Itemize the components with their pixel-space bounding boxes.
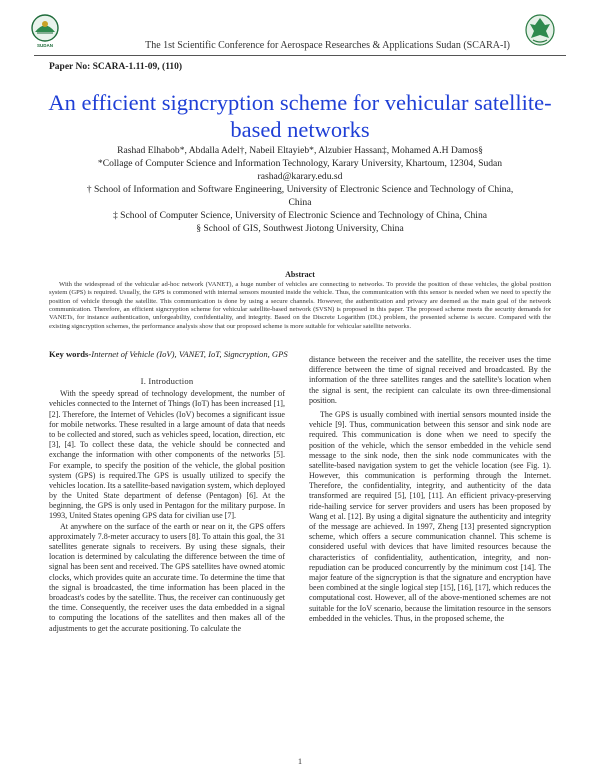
keywords-label: Key words-	[49, 349, 92, 359]
sudan-emblem-logo	[523, 13, 557, 47]
header-rule	[34, 55, 566, 56]
abstract-text: With the widespread of the vehicular ad-hoc network (VANET), a huge number of vehicles are connecting to networks. To provide the position of these vehicles, the global position system (GPS) is required. Usually, the GPS is commoned with internal sensors mounted inside the vehicle. Thus, the communication with this sensor is needed when we need to specify the position of vehicle through the satellite. This communication is done by using a secure channels. However, the authentication and privacy are deemed as the main goal of the network communication. Therefore, an efficient signcryption scheme for vehicular satellite-based network (SVSN) is proposed in this paper. The proposed scheme meets the security demands for VANETs, for instance authentication, unforgeability, confidentiality, and integrity. Based on the Discrete Logarithm (DL) problem, the presented scheme is secure. Compared with the existing signcryption schemes, the performance analysis show that our proposed scheme is more suitable for vehicular satellite networks.	[49, 281, 551, 330]
karary-university-logo	[28, 13, 62, 47]
affiliation-2-country: China	[288, 197, 312, 208]
paragraph: With the speedy spread of technology development, the number of vehicles connected to the Internet of Things (IoT) has been increased [1], [2]. Therefore, the Internet of Vehicles (IoV) becomes a significant issue for mobile networks. These resulted in a large amount of data that needs to be collected and stored, such as vehicles speed, location, direction, etc [3], [4]. To collect these data, the vehicle should be connected and exchange the information with other components of the networks [5]. For example, to specify the position of the vehicle, the global position system (GPS) is required.The GPS is usually utilized to specify the vehicles location. Its a satellite-based navigation system, which deployed by the United State department of defense (Pentagon) [6]. At the beginning, the GPS is only used in Pentagon for the military purpose. In 1993, United States opening GPS data for civilian use [7].	[49, 389, 285, 521]
authors: Rashad Elhabob*, Abdalla Adel†, Nabeil Eltayieb*, Alzubier Hassan‡, Mohamed A.H Damos§	[117, 145, 483, 156]
author-email: rashad@karary.edu.sd	[257, 171, 343, 182]
keywords-list: Internet of Vehicle (IoV), VANET, IoT, Signcryption, GPS	[91, 349, 288, 359]
section-heading: I. Introduction	[140, 376, 194, 386]
affiliation-3: ‡ School of Computer Science, University of Electronic Science and Technology of China, China	[112, 210, 487, 221]
affiliation-1: *Collage of Computer Science and Information Technology, Karary University, Khartoum, 12304, Sudan	[97, 158, 503, 169]
abstract-heading: Abstract	[285, 270, 315, 279]
affiliation-2: † School of Information and Software Engineering, University of Electronic Science and Technology of China,	[86, 184, 514, 195]
affiliation-4: § School of GIS, Southwest Jiotong University, China	[196, 223, 404, 234]
paragraph: distance between the receiver and the satellite, the receiver uses the time difference between the time of signal received and broadcasted. By the information of the three satellites ranges and the satellite's location when the signal is sent, the recipient can calculate its own three-dimensional position.	[309, 355, 551, 405]
paper-title: An efficient signcryption scheme for vehicular satellite-based networks	[48, 90, 552, 142]
left-column	[49, 376, 285, 634]
paragraph: The GPS is usually combined with inertial sensors mounted inside the vehicle [9]. Thus, communication between this sensor and sink node are required. This communication is done when we need to specify the position of the vehicle, which the sensor embedded in the vehicle send message to the sink node, then the sink node communicates with the satellite-based navigation system to get the vehicle location (see Fig. 1). However, this communication is performing through the Internet. Therefore, the confidentiality, integrity, and authenticity of the data transformed are required [5], [10], [11]. An efficient privacy-preserving ride-hailing service for server providers and users has been proposed by Wang et al. [12]. By using a digital signature the authenticity and integrity of the message are achieved. In 1997, Zheng [13] presented signcryption scheme, which offers a secure communication channel. This scheme is considered useful with devices that have limited resources because the characteristics of confidentiality, authentication, integrity, and non-repudiation can be produced concurrently by the minimum cost [14]. The major feature of the signcryption is that the signature and encryption have been combined at the single logical step [15], [16], [17], which reduces the computational cost. However, all of the above-mentioned schemes are not suitable for the IoV scenario, because the limitation resource in the sensors embedded in the vehicles. Thus, in the proposed scheme, the	[309, 409, 551, 623]
paper-number: Paper No: SCARA-1.11-09, (110)	[49, 62, 183, 72]
paragraph: At anywhere on the surface of the earth or near on it, the GPS offers approximately 7.8-meter accuracy to users [8]. To attain this goal, the 31 satellites generate signals to receivers. By using these signals, their location is determined by calculating the difference between the time of signal has been sent and received. The GPS satellites have owned atomic clocks, which provides quite an accurate time. To determine the time that the signal is broadcasted, the time information has been placed in the broadcast's codes by the satellite. Thus, the receiver can continuously get the time. Consequently, the receiver uses the data embedded in a signal to computing the locations of the satellites and then makes all of the adjustments to get the accurate positioning. To calculate the	[49, 521, 285, 633]
page-number: 1	[297, 756, 303, 766]
logo-caption: SUDAN	[36, 43, 53, 48]
right-column	[309, 355, 551, 624]
conference-title: The 1st Scientific Conference for Aerospace Researches & Applications Sudan (SCARA-I)	[145, 40, 510, 51]
